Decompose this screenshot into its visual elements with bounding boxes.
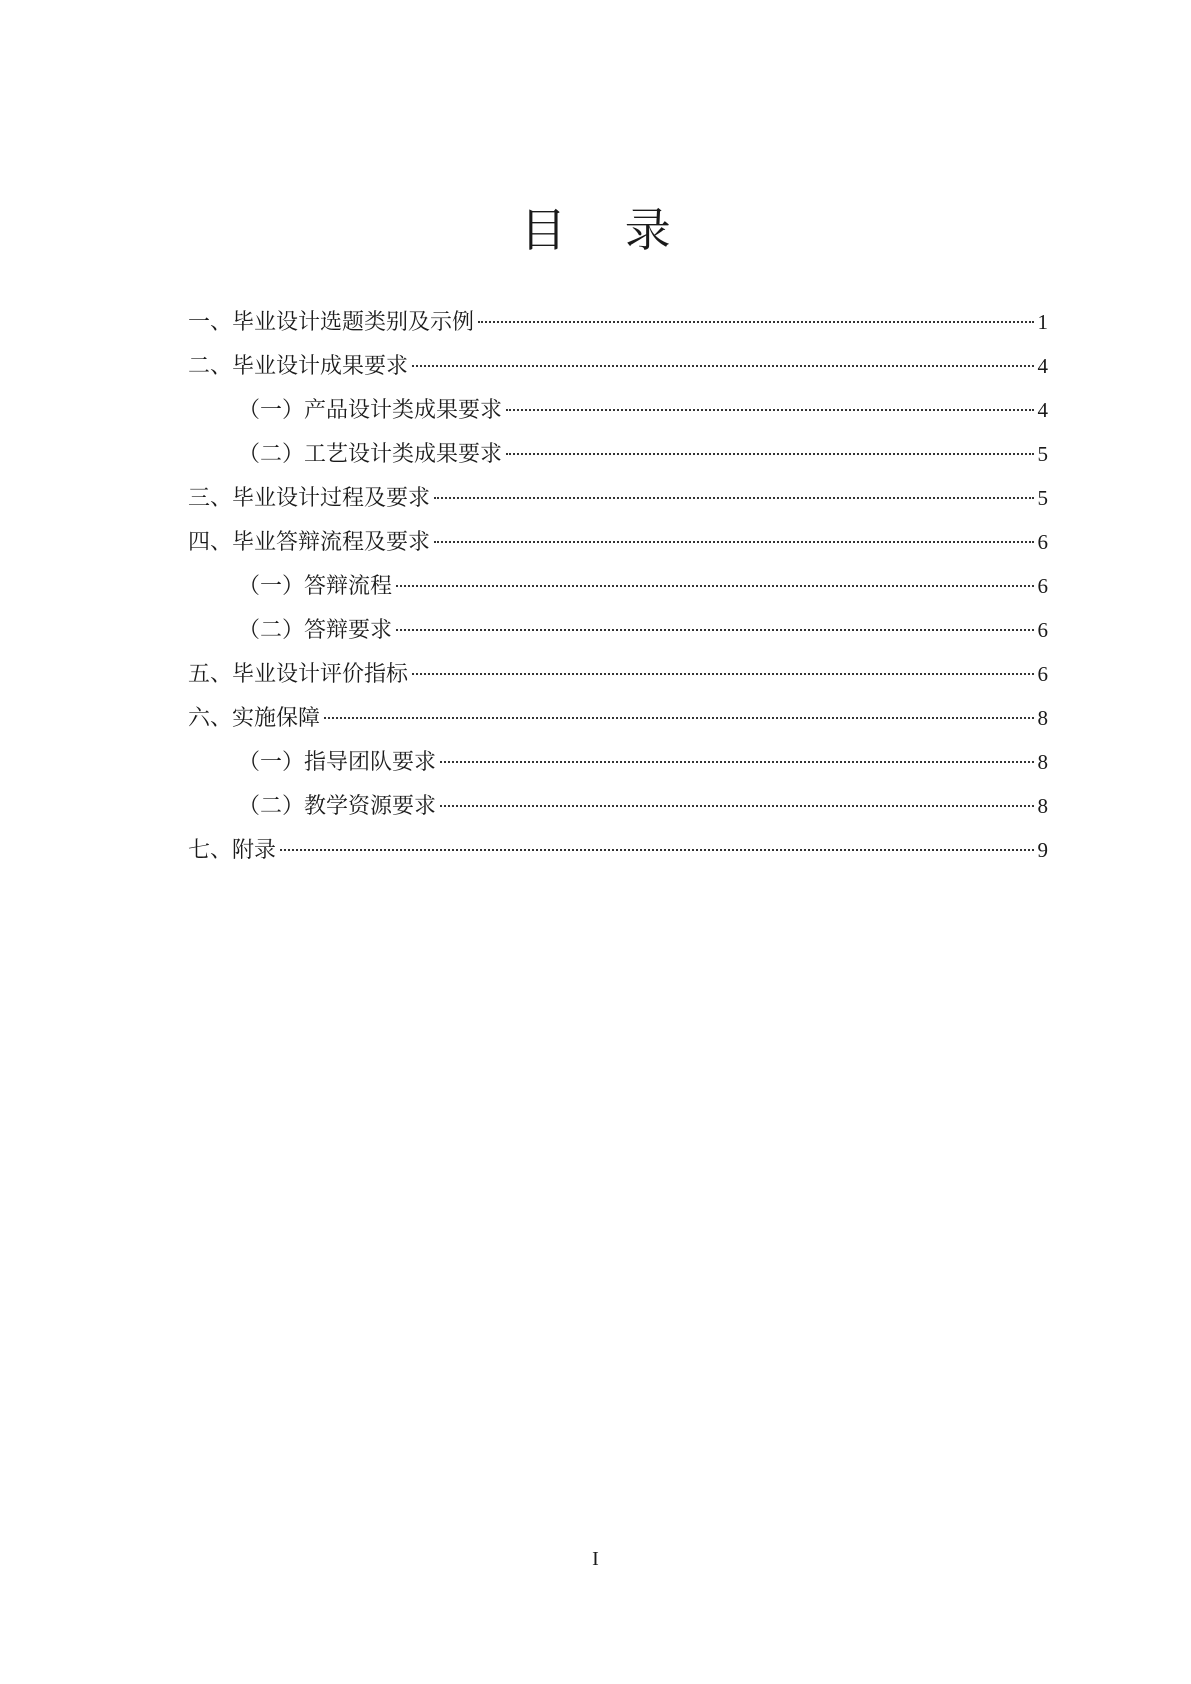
toc-entry-page: 4 (1037, 398, 1048, 422)
toc-entry-label: （二）工艺设计类成果要求 (238, 442, 503, 467)
toc-entry-page: 6 (1037, 530, 1048, 554)
toc-entry-page: 9 (1037, 838, 1048, 862)
dot-leader (478, 321, 1033, 323)
toc-entry-label: 二、毕业设计成果要求 (188, 354, 409, 379)
dot-leader (280, 849, 1033, 851)
toc-entry-page: 4 (1037, 354, 1048, 378)
dot-leader (506, 453, 1033, 455)
toc-entry-label: 四、毕业答辩流程及要求 (188, 530, 431, 555)
toc-entry-page: 5 (1037, 442, 1048, 466)
toc-entry-label: 六、实施保障 (188, 706, 321, 731)
page-number: I (592, 1548, 599, 1570)
toc-entry[interactable] (188, 696, 1048, 740)
toc-entry-label: 五、毕业设计评价指标 (188, 662, 409, 687)
toc-entry-page: 6 (1037, 662, 1048, 686)
dot-leader (434, 541, 1033, 543)
dot-leader (412, 673, 1033, 675)
dot-leader (412, 365, 1033, 367)
toc-entry-label: 一、毕业设计选题类别及示例 (188, 310, 475, 335)
toc-entry-label: 三、毕业设计过程及要求 (188, 486, 431, 511)
dot-leader (396, 629, 1033, 631)
toc-entry[interactable] (188, 652, 1048, 696)
toc-entry-label: （一）答辩流程 (238, 574, 393, 599)
toc-entry-label: 七、附录 (188, 838, 277, 863)
table-of-contents (188, 300, 1048, 872)
toc-entry[interactable] (188, 784, 1048, 828)
dot-leader (440, 761, 1033, 763)
toc-entry-page: 8 (1037, 794, 1048, 818)
toc-entry-page: 6 (1037, 618, 1048, 642)
toc-entry[interactable] (188, 300, 1048, 344)
toc-entry-label: （二）答辩要求 (238, 618, 393, 643)
toc-entry[interactable] (188, 564, 1048, 608)
dot-leader (396, 585, 1033, 587)
toc-entry[interactable] (188, 476, 1048, 520)
dot-leader (440, 805, 1033, 807)
toc-entry[interactable] (188, 388, 1048, 432)
dot-leader (324, 717, 1033, 719)
toc-entry-page: 8 (1037, 750, 1048, 774)
dot-leader (434, 497, 1033, 499)
toc-entry[interactable] (188, 432, 1048, 476)
toc-entry-label: （二）教学资源要求 (238, 794, 437, 819)
toc-entry-page: 5 (1037, 486, 1048, 510)
toc-entry[interactable] (188, 828, 1048, 872)
toc-entry[interactable] (188, 740, 1048, 784)
toc-entry[interactable] (188, 520, 1048, 564)
toc-entry-label: （一）产品设计类成果要求 (238, 398, 503, 423)
toc-entry-label: （一）指导团队要求 (238, 750, 437, 775)
toc-entry-page: 8 (1037, 706, 1048, 730)
toc-entry-page: 1 (1037, 310, 1048, 334)
toc-entry[interactable] (188, 344, 1048, 388)
toc-title: 目 录 (520, 203, 693, 257)
toc-entry[interactable] (188, 608, 1048, 652)
toc-entry-page: 6 (1037, 574, 1048, 598)
dot-leader (506, 409, 1033, 411)
